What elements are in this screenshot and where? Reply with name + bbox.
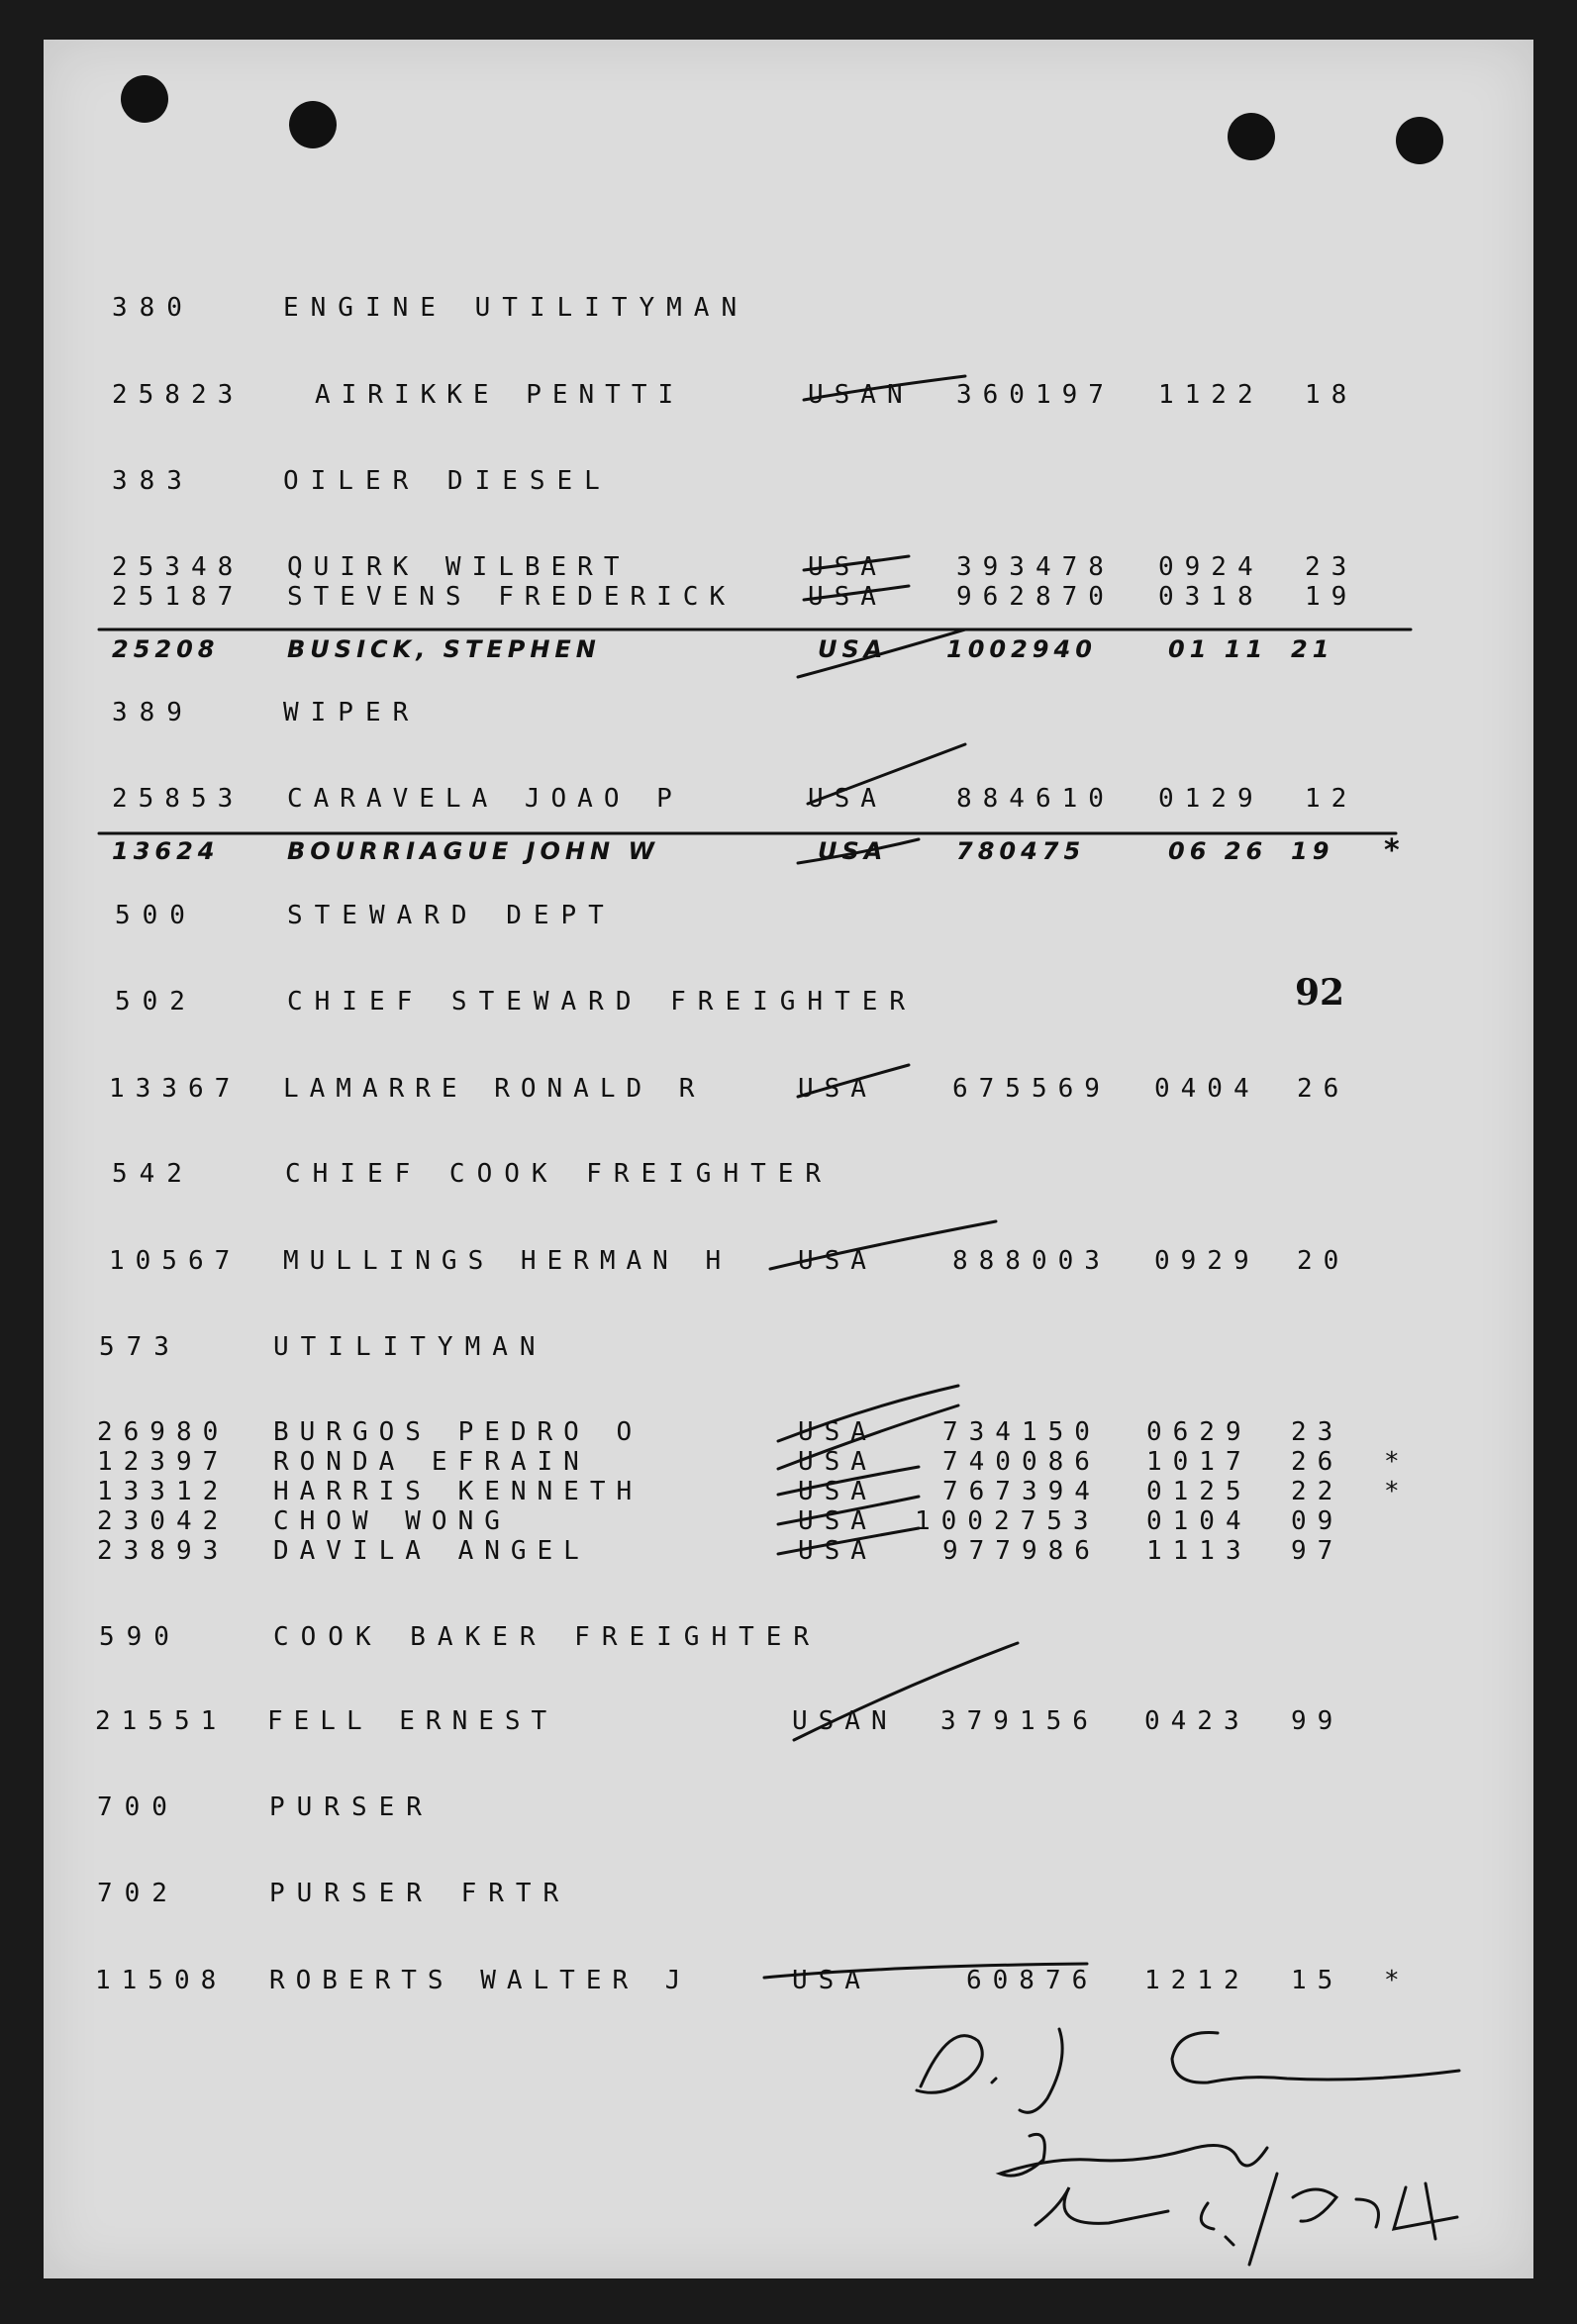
section-code: 573: [99, 1332, 181, 1362]
crew-year: 15: [1291, 1966, 1344, 1995]
crew-year: 26: [1291, 1447, 1344, 1477]
crew-date: 1122: [1158, 380, 1264, 410]
crew-number: 393478: [956, 552, 1115, 582]
crew-name: MULLINGS HERMAN H: [283, 1246, 733, 1276]
section-code: 702: [97, 1879, 179, 1908]
crew-name: HARRIS KENNETH: [273, 1477, 643, 1506]
crew-date: 06 26: [1168, 837, 1268, 865]
section-title: PURSER FRTR: [269, 1879, 571, 1908]
crew-year: 20: [1297, 1246, 1350, 1276]
crew-year: 23: [1291, 1417, 1344, 1447]
strike-mark: [770, 1221, 996, 1269]
section-code: 590: [99, 1622, 181, 1652]
handwritten-signature: [917, 2029, 1459, 2265]
crew-nationality: USA: [818, 635, 888, 663]
crew-name: AIRIKKE PENTTI: [315, 380, 685, 410]
crew-nationality: USA: [798, 1477, 877, 1506]
section-title: WIPER: [283, 698, 421, 727]
crew-date: 0423: [1144, 1706, 1250, 1736]
crew-date: 0404: [1154, 1074, 1260, 1104]
crew-id: 25187: [112, 582, 245, 612]
section-code: 383: [112, 466, 194, 496]
section-title: PURSER: [269, 1792, 434, 1822]
crew-nationality: USA: [798, 1506, 877, 1536]
crew-date: 0318: [1158, 582, 1264, 612]
crew-number: 1002940: [946, 635, 1097, 663]
section-title: UTILITYMAN: [273, 1332, 547, 1362]
strike-mark: [804, 376, 965, 400]
crew-number: 884610: [956, 784, 1115, 814]
strike-mark: [778, 1467, 919, 1495]
crew-date: 0929: [1154, 1246, 1260, 1276]
crew-nationality: USA: [798, 1246, 877, 1276]
crew-number: 767394: [942, 1477, 1101, 1506]
crew-date: 1113: [1146, 1536, 1252, 1566]
crew-nationality: USA: [808, 552, 887, 582]
crew-name: RONDA EFRAIN: [273, 1447, 590, 1477]
crew-id: 23893: [97, 1536, 230, 1566]
section-title: OILER DIESEL: [283, 466, 612, 496]
crew-id: 23042: [97, 1506, 230, 1536]
crew-date: 0924: [1158, 552, 1264, 582]
crew-number: 780475: [956, 837, 1086, 865]
section-title: CHIEF STEWARD FREIGHTER: [287, 987, 918, 1017]
crew-name: STEVENS FREDERICK: [287, 582, 737, 612]
crew-id: 13624: [112, 837, 220, 865]
crew-date: 0104: [1146, 1506, 1252, 1536]
section-title: CHIEF COOK FREIGHTER: [285, 1159, 834, 1189]
section-code: 389: [112, 698, 194, 727]
crew-date: 1017: [1146, 1447, 1252, 1477]
crew-year: 97: [1291, 1536, 1344, 1566]
strike-mark: [764, 1964, 1087, 1978]
crew-year: 12: [1305, 784, 1358, 814]
crew-year: 09: [1291, 1506, 1344, 1536]
crew-id: 25853: [112, 784, 245, 814]
crew-id: 21551: [95, 1706, 228, 1736]
crew-date: 1212: [1144, 1966, 1250, 1995]
strike-mark: [804, 556, 909, 570]
crew-date: 01 11: [1168, 635, 1268, 663]
crew-id: 12397: [97, 1447, 230, 1477]
crew-name: CARAVELA JOAO P: [287, 784, 683, 814]
section-title: COOK BAKER FREIGHTER: [273, 1622, 822, 1652]
asterisk-mark: *: [1384, 1477, 1411, 1506]
asterisk-mark: *: [1384, 833, 1405, 868]
crew-id: 13312: [97, 1477, 230, 1506]
crew-number: 977986: [942, 1536, 1101, 1566]
crew-nationality: USA: [798, 1536, 877, 1566]
crew-nationality: USAN: [792, 1706, 898, 1736]
crew-number: 675569: [952, 1074, 1111, 1104]
section-title: STEWARD DEPT: [287, 901, 616, 930]
crew-name: BURGOS PEDRO O: [273, 1417, 643, 1447]
crew-year: 21: [1291, 635, 1334, 663]
crew-date: 0125: [1146, 1477, 1252, 1506]
crew-year: 19: [1291, 837, 1334, 865]
crew-id: 10567: [109, 1246, 242, 1276]
crew-id: 25348: [112, 552, 245, 582]
crew-nationality: USA: [798, 1447, 877, 1477]
crew-name: ROBERTS WALTER J: [269, 1966, 692, 1995]
crew-id: 25208: [112, 635, 220, 663]
crew-id: 13367: [109, 1074, 242, 1104]
crew-name: CHOW WONG: [273, 1506, 511, 1536]
asterisk-mark: *: [1384, 1447, 1411, 1477]
crew-year: 18: [1305, 380, 1358, 410]
section-code: 542: [112, 1159, 194, 1189]
strike-mark: [794, 1643, 1018, 1740]
crew-number: 734150: [942, 1417, 1101, 1447]
crew-id: 11508: [95, 1966, 228, 1995]
strike-mark: [778, 1497, 919, 1524]
crew-name: FELL ERNEST: [267, 1706, 558, 1736]
section-code: 500: [115, 901, 197, 930]
strike-mark: [798, 1065, 909, 1097]
crew-date: 0129: [1158, 784, 1264, 814]
section-code: 700: [97, 1792, 179, 1822]
crew-number: 740086: [942, 1447, 1101, 1477]
section-code: 502: [115, 987, 197, 1017]
crew-number: 888003: [952, 1246, 1111, 1276]
strike-mark: [778, 1528, 919, 1554]
crew-name: BOURRIAGUE JOHN W: [287, 837, 659, 865]
crew-number: 1002753: [915, 1506, 1100, 1536]
section-code: 380: [112, 293, 194, 323]
crew-year: 26: [1297, 1074, 1350, 1104]
crew-number: 360197: [956, 380, 1115, 410]
strike-mark: [798, 839, 919, 863]
crew-year: 23: [1305, 552, 1358, 582]
crew-id: 26980: [97, 1417, 230, 1447]
section-title: ENGINE UTILITYMAN: [283, 293, 749, 323]
asterisk-mark: *: [1384, 1966, 1411, 1995]
crew-nationality: USA: [798, 1074, 877, 1104]
strike-mark: [798, 629, 965, 677]
crew-nationality: USAN: [808, 380, 914, 410]
crew-name: QUIRK WILBERT: [287, 552, 631, 582]
crew-year: 99: [1291, 1706, 1344, 1736]
crew-name: BUSICK, STEPHEN: [287, 635, 601, 663]
crew-nationality: USA: [798, 1417, 877, 1447]
crew-number: 962870: [956, 582, 1115, 612]
crew-nationality: USA: [792, 1966, 871, 1995]
page-number-stamp: 92: [1295, 972, 1345, 1014]
crew-nationality: USA: [808, 784, 887, 814]
crew-year: 22: [1291, 1477, 1344, 1506]
strike-mark: [778, 1405, 958, 1469]
crew-name: LAMARRE RONALD R: [283, 1074, 706, 1104]
crew-date: 0629: [1146, 1417, 1252, 1447]
crew-nationality: USA: [808, 582, 887, 612]
crew-nationality: USA: [818, 837, 888, 865]
crew-id: 25823: [112, 380, 245, 410]
crew-number: 379156: [940, 1706, 1099, 1736]
crew-number: 60876: [966, 1966, 1099, 1995]
crew-year: 19: [1305, 582, 1358, 612]
crew-name: DAVILA ANGEL: [273, 1536, 590, 1566]
strike-mark: [808, 744, 965, 804]
strike-mark: [804, 586, 909, 600]
